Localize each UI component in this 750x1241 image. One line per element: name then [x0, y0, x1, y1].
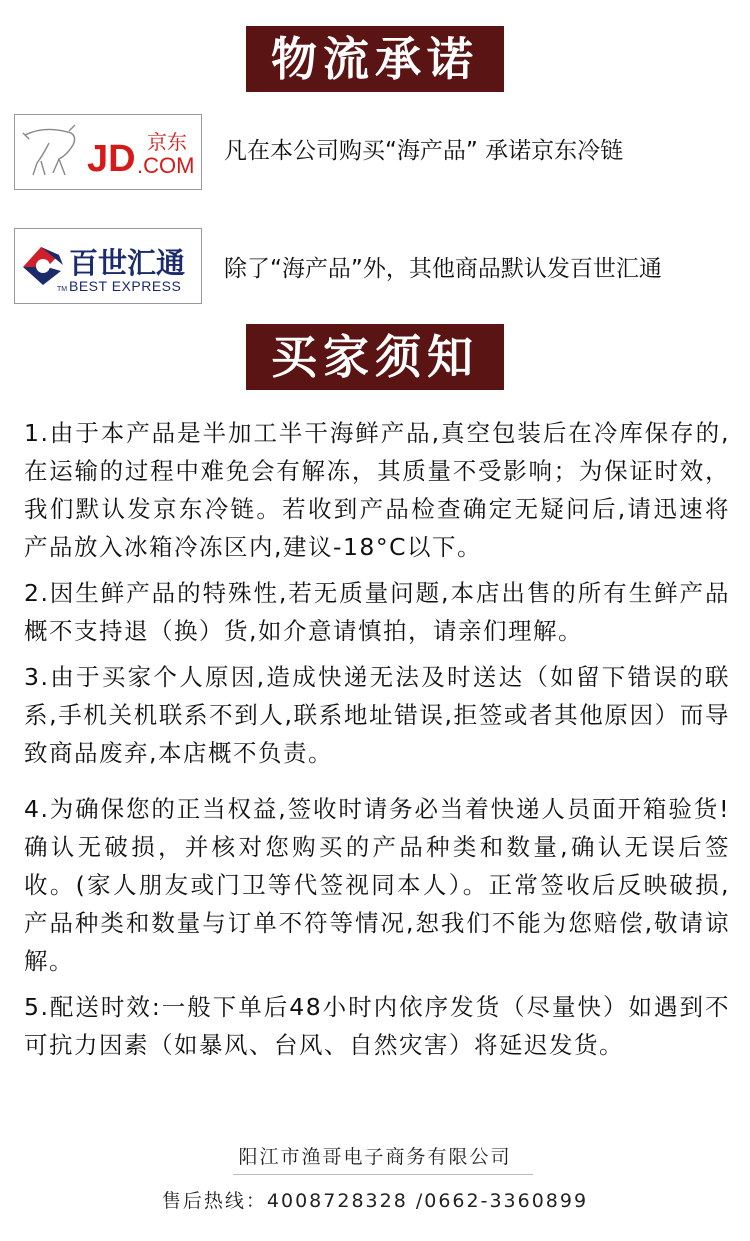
jd-dog-icon [15, 115, 201, 189]
jd-logo [14, 114, 202, 190]
jd-logo-cn: 京东 [147, 130, 187, 154]
best-logo-en: BEST EXPRESS [69, 278, 182, 294]
footer-hotline: 售后热线：4008728328 /0662-3360899 [161, 1190, 589, 1212]
note-item-2: 2.因生鲜产品的特殊性,若无质量问题,本店出售的所有生鲜产品概不支持退（换）货,如介意请慎拍，请亲们理解。 [24, 579, 730, 645]
footer-divider [233, 1174, 533, 1175]
best-express-logo [14, 228, 202, 304]
logistics-promise-title: 物流承诺 [246, 26, 504, 92]
jd-logo-suffix: .COM [137, 153, 195, 178]
best-express-mark-icon [15, 229, 201, 303]
buyer-notes-list [24, 414, 730, 1072]
footer-company-name: 阳江市渔哥电子商务有限公司 [238, 1146, 512, 1168]
jd-promise-text: 凡在本公司购买“海产品” 承诺京东冷链 [224, 138, 624, 164]
buyer-notice-title: 买家须知 [246, 324, 504, 390]
note-item-5: 5.配送时效:一般下单后48小时内依序发货（尽量快）如遇到不可抗力因素（如暴风、台风、自然灾害）将延迟发货。 [24, 993, 730, 1059]
best-promise-text: 除了“海产品”外，其他商品默认发百世汇通 [224, 256, 662, 282]
note-item-1: 1.由于本产品是半加工半干海鲜产品,真空包装后在冷库保存的,在运输的过程中难免会有解冻，其质量不受影响；为保证时效，我们默认发京东冷链。若收到产品检查确定无疑问后,请迅速将产品放入冰箱冷冻区内,建议-18°C以下。 [24, 419, 730, 561]
note-item-4: 4.为确保您的正当权益,签收时请务必当着快递人员面开箱验货!确认无破损，并核对您购买的产品种类和数量,确认无误后签收。(家人朋友或门卫等代签视同本人）。正常签收后反映破损,产品种类和数量与订单不符等情况,恕我们不能为您赔偿,敬请谅解。 [24, 795, 730, 975]
best-logo-cn: 百世汇通 [69, 246, 186, 280]
best-logo-tm: TM [57, 286, 68, 293]
note-item-3: 3.由于买家个人原因,造成快递无法及时送达（如留下错误的联系,手机关机联系不到人,联系地址错误,拒签或者其他原因）而导致商品废弃,本店概不负责。 [24, 663, 730, 767]
jd-logo-main: JD [87, 138, 136, 180]
